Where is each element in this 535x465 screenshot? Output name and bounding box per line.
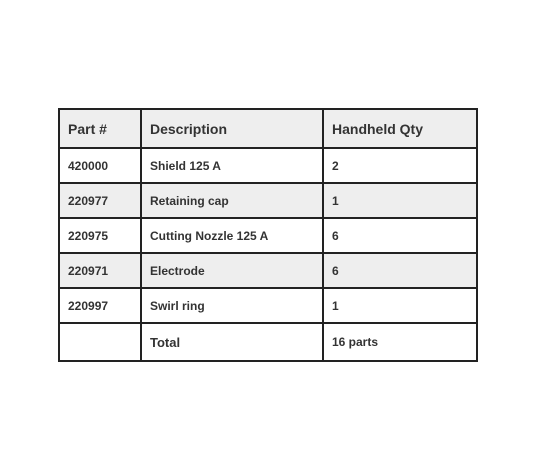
total-label: Total	[141, 323, 323, 361]
cell-qty: 6	[323, 218, 477, 253]
cell-part-number: 220997	[59, 288, 141, 323]
cell-part-number: 220975	[59, 218, 141, 253]
parts-table	[58, 108, 478, 362]
cell-description: Electrode	[141, 253, 323, 288]
table-row	[59, 288, 477, 323]
header-handheld-qty: Handheld Qty	[323, 109, 477, 148]
cell-part-number: 220977	[59, 183, 141, 218]
table-header	[59, 109, 477, 148]
cell-part-number: 420000	[59, 148, 141, 183]
cell-description: Cutting Nozzle 125 A	[141, 218, 323, 253]
table-row	[59, 253, 477, 288]
table-body	[59, 148, 477, 323]
total-part-cell	[59, 323, 141, 361]
cell-description: Shield 125 A	[141, 148, 323, 183]
total-qty: 16 parts	[323, 323, 477, 361]
table-row	[59, 183, 477, 218]
total-row	[59, 323, 477, 361]
cell-description: Swirl ring	[141, 288, 323, 323]
cell-qty: 1	[323, 288, 477, 323]
table-footer	[59, 323, 477, 361]
cell-qty: 6	[323, 253, 477, 288]
table-row	[59, 148, 477, 183]
cell-part-number: 220971	[59, 253, 141, 288]
cell-description: Retaining cap	[141, 183, 323, 218]
header-row	[59, 109, 477, 148]
table-row	[59, 218, 477, 253]
header-description: Description	[141, 109, 323, 148]
cell-qty: 2	[323, 148, 477, 183]
header-part-number: Part #	[59, 109, 141, 148]
cell-qty: 1	[323, 183, 477, 218]
